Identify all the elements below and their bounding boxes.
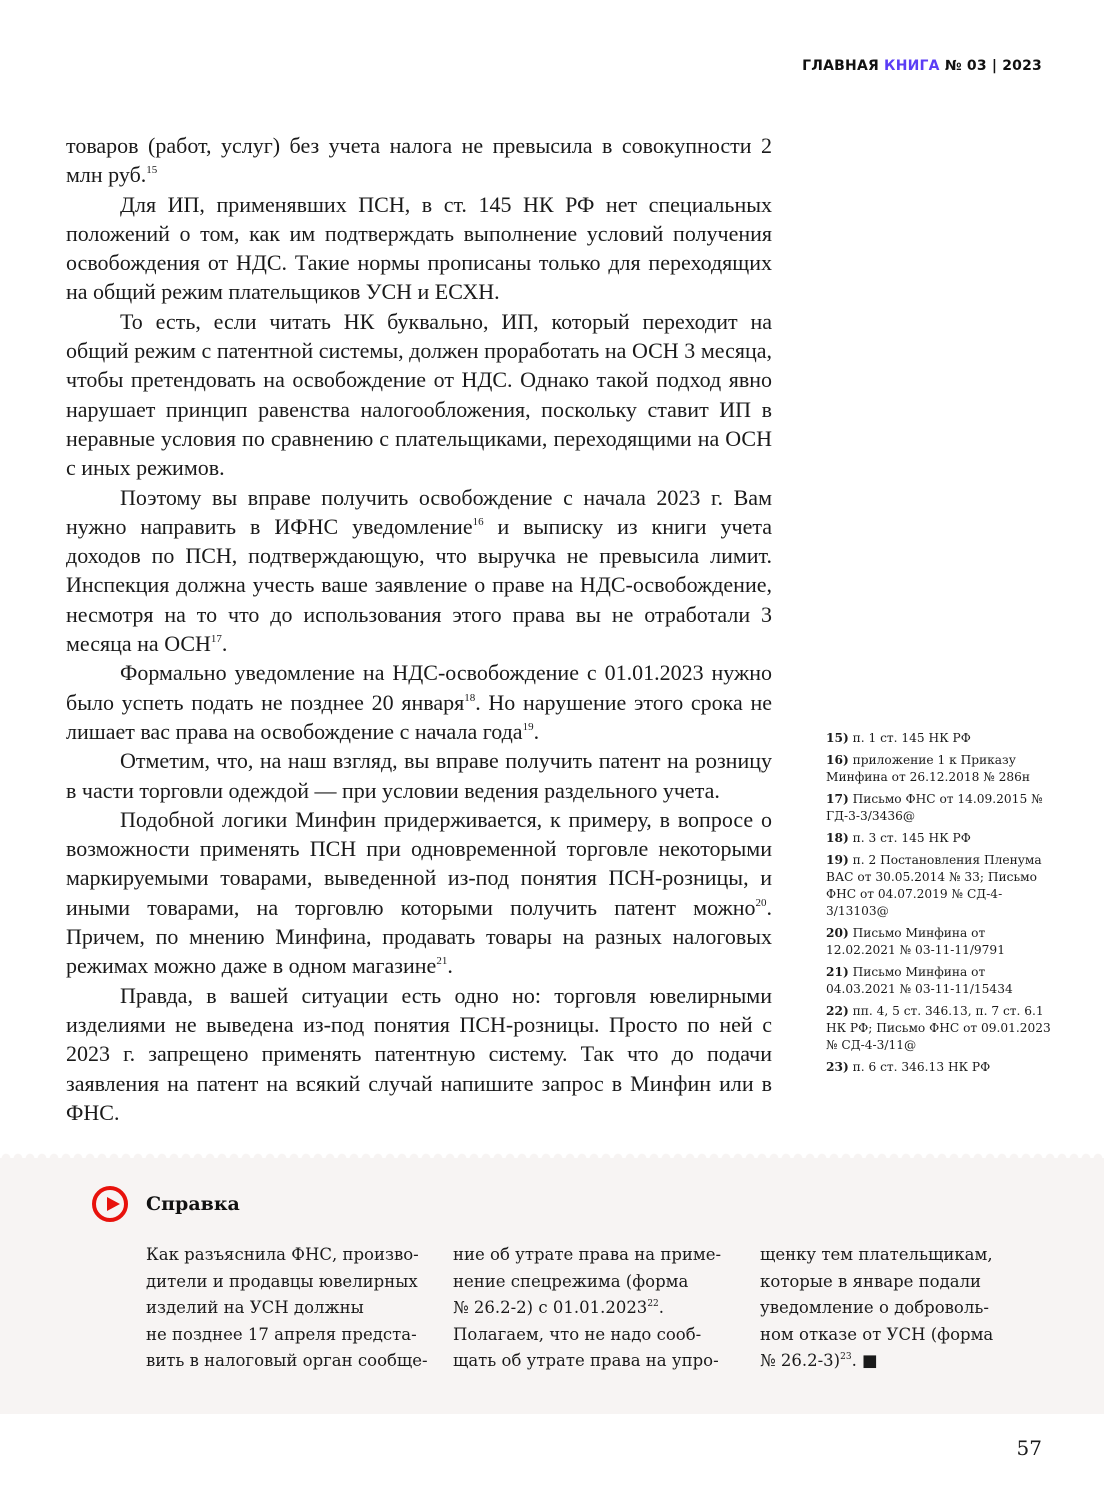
footnote-ref[interactable]: 20 xyxy=(755,896,767,909)
footnote: 15) п. 1 ст. 145 НК РФ xyxy=(826,731,971,745)
scalloped-edge xyxy=(0,1152,1104,1158)
reference-box-header xyxy=(92,1186,240,1222)
page-number: 57 xyxy=(1016,1436,1042,1460)
reference-box-title: Справка xyxy=(146,1193,240,1215)
footnote: 21) Письмо Минфина от 04.03.2021 № 03-11-11/15434 xyxy=(826,965,1013,996)
play-circle-icon xyxy=(92,1186,128,1222)
paragraph: Подобной логики Минфин придерживается, к примеру, в вопросе о возможности применять ПСН при одновременной торговле некоторыми маркируемыми товарами, выведенной из-под понятия ПСН-розницы, и иными товарами, на торговлю которыми получить патент можно$^{20}$. Причем, по мнению Минфина, продавать товары на разных налоговых режимах можно даже в одном магазине$^{21}$. xyxy=(66,806,772,979)
reference-column-2: ние об утрате права на приме- нение спецрежима (форма № 26.2-2) с 01.01.2023$^{22}$. Полагаем, что не надо сооб- щать об утрате права на упро- xyxy=(453,1245,722,1370)
footnote: 18) п. 3 ст. 145 НК РФ xyxy=(826,831,971,845)
paragraph: товаров (работ, услуг) без учета налога не превысила в совокупности 2 млн руб.$^{15}$ xyxy=(66,133,772,188)
paragraph: Формально уведомление на НДС-освобождение с 01.01.2023 нужно было успеть подать не позднее 20 января$^{18}$. Но нарушение этого срока не лишает вас права на освобождение с начала года$^{19}$. xyxy=(66,660,772,744)
footnote-ref[interactable]: 21 xyxy=(436,955,448,968)
issue-number: № 03 | 2023 xyxy=(944,58,1042,74)
footnote-ref[interactable]: 15 xyxy=(146,164,158,177)
paragraph: Для ИП, применявших ПСН, в ст. 145 НК РФ нет специальных положений о том, как им подтверждать выполнение условий получения освобождения от НДС. Такие нормы прописаны только для переходящих на общий режим плательщиков УСН и ЕСХН. xyxy=(66,191,772,305)
footnote: 19) п. 2 Постановления Пленума ВАС от 30.05.2014 № 33; Письмо ФНС от 04.07.2019 № СД-4-3/13103@ xyxy=(826,853,1042,918)
footnote-ref[interactable]: 17 xyxy=(210,633,222,646)
reference-column-3: щенку тем плательщикам, которые в январе подали уведомление о доброволь- ном отказе от УСН (форма № 26.2-3)$^{23}$. ■ xyxy=(760,1245,994,1370)
paragraph: Правда, в вашей ситуации есть одно но: торговля ювелирными изделиями не выведена из-под понятия ПСН-розницы. Просто по ней с 2023 г. запрещено применять патентную систему. Так что до подачи заявления на патент на всякий случай напишите запрос в Минфин или в ФНС. xyxy=(66,982,772,1125)
article-body xyxy=(66,131,772,1127)
footnote-ref[interactable]: 22 xyxy=(647,1299,659,1309)
footnote: 16) приложение 1 к Приказу Минфина от 26.12.2018 № 286н xyxy=(826,753,1031,784)
paragraph: То есть, если читать НК буквально, ИП, который переходит на общий режим с патентной системы, должен проработать на ОСН 3 месяца, чтобы претендовать на освобождение от НДС. Однако такой подход явно нарушает принцип равенства налогообложения, поскольку ставит ИП в неравные условия по сравнению с плательщиками, переходящими на ОСН с иных режимов. xyxy=(66,308,772,481)
brand-name-accent: КНИГА xyxy=(884,58,940,74)
paragraph: Отметим, что, на наш взгляд, вы вправе получить патент на розницу в части торговли одеждой — при условии ведения раздельного учета. xyxy=(66,748,772,803)
footnote-ref[interactable]: 18 xyxy=(464,691,476,704)
footnote: 20) Письмо Минфина от 12.02.2021 № 03-11-11/9791 xyxy=(826,926,1005,957)
footnotes-column xyxy=(826,730,1056,1081)
magazine-header xyxy=(802,58,1042,74)
reference-column-1: Как разъяснила ФНС, произво- дители и продавцы ювелирных изделий на УСН должны не позднее 17 апреля предста- вить в налоговый орган сообще- xyxy=(146,1245,428,1370)
footnote-ref[interactable]: 16 xyxy=(472,515,484,528)
footnote: 17) Письмо ФНС от 14.09.2015 № ГД-3-3/3436@ xyxy=(826,792,1043,823)
footnote-ref[interactable]: 23 xyxy=(840,1352,852,1362)
footnote-ref[interactable]: 19 xyxy=(522,720,534,733)
brand-name: ГЛАВНАЯ xyxy=(802,58,879,74)
footnote: 22) пп. 4, 5 ст. 346.13, п. 7 ст. 6.1 НК РФ; Письмо ФНС от 09.01.2023 № СД-4-3/11@ xyxy=(826,1004,1051,1052)
reference-box xyxy=(0,1158,1104,1414)
footnote: 23) п. 6 ст. 346.13 НК РФ xyxy=(826,1060,991,1074)
paragraph: Поэтому вы вправе получить освобождение с начала 2023 г. Вам нужно направить в ИФНС уведомление$^{16}$ и выписку из книги учета доходов по ПСН, подтверждающую, что выручка не превысила лимит. Инспекция должна учесть ваше заявление о праве на НДС-освобождение, несмотря на то что до использования этого права вы не отработали 3 месяца на ОСН$^{17}$. xyxy=(66,484,772,657)
